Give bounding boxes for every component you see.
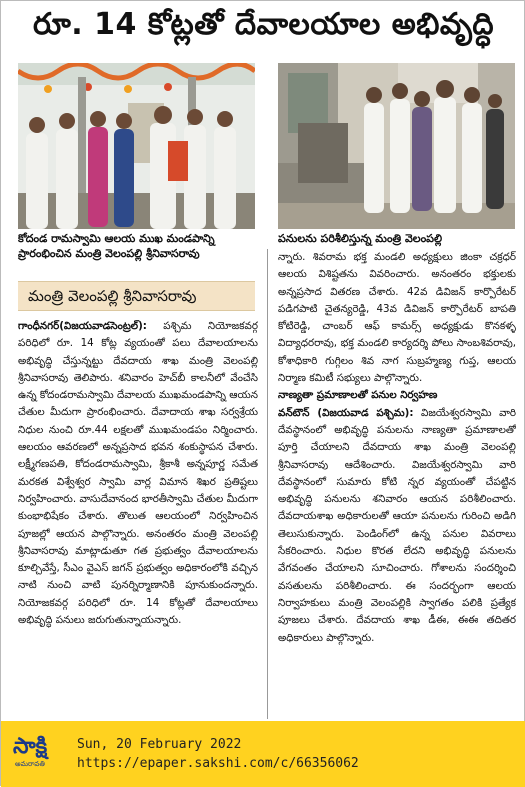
left-article-column [18,318,258,718]
right-dateline: వన్‌టౌన్ (విజయవాడ పశ్చిమ): [278,406,414,419]
byline: మంత్రి వెలంపల్లి శ్రీనివాసరావు [18,281,255,311]
logo-text: సాక్షి [13,734,48,759]
subheading: నాణ్యతా ప్రమాణాలతో పనుల నిర్వహణ [278,389,438,402]
headline: రూ. 14 కోట్లతో దేవాలయాల అభివృద్ధి [32,7,495,42]
column-divider [267,249,268,719]
left-article-body: పశ్చిమ నియోజకవర్గ పరిధిలో రూ. 14 కోట్ల వ్యయంతో పలు దేవాలయాలను అభివృద్ధి చేస్తున్నట్టు దేవదాయ శాఖ మంత్రి వెలంపల్లి శ్రీనివాసరావు తెలిపారు. శనివారం హెచ్‌బీ కాలనీలో వేంచేసి ఉన్న కోదండరామస్వామి దేవాలయ ముఖమండపాన్ని ఆయన చేతుల మీదుగా ప్రారంభించారు. దేవాదాయ శాఖ సర్వశ్రేయ నిధుల నుంచి రూ.44 లక్షలతో ముఖమండపం నిర్మించారు. ఆలయం ఆవరణలో అన్నప్రసాద భవన శంకుస్థాపన చేశారు. లక్ష్మీగణపతి, కోదండరామస్వామి, శ్రీకాశీ అన్నపూర్ణ సమేత మరకత విశ్వేశ్వర స్వామి వార్ల విమాన శిఖర ప్రతిష్టలు నిర్వహించారు. వాసుదేవానంద భారతీస్వామి చేతుల మీదుగా కుంభాభిషేకం చేశారు. తొలుత ఆలయంలో నిర్వహించిన పూజల్లో ఆయన పాల్గొన్నారు. అనంతరం మంత్రి వెలంపల్లి శ్రీనివాసరావు మాట్లాడుతూ గత ప్రభుత్వం దేవాలయాలను కూల్చివేస్తే, సీఎం వైఎస్ జగన్ ప్రభుత్వం అధికారంలోకి వచ్చిన నాటి నుంచి వాటి పునర్నిర్మాణానికి పూనుకుందన్నారు. నియోజకవర్గ పరిధిలో రూ. 14 కోట్లతో దేవాలయాలు అభివృద్ధి పనులు జరుగుతున్నాయన్నారు. [18,320,258,627]
left-dateline: గాంధీనగర్(విజయవాడసెంట్రల్): [18,320,147,332]
right-article-body: విజయేశ్వరస్వామి వారి దేవస్థానంలో అభివృద్ధి పనులను నాణ్యతా ప్రమాణాలతో పూర్తి చేయాలని దేవదాయ శాఖ మంత్రి వెలంపల్లి శ్రీనివాసరావు ఆదేశించారు. విజయేశ్వరస్వామి వారి దేవస్థానంలో సుమారు కోటి న్నర వ్యయంతో చేపట్టిన అభివృద్ధి పనులను శనివారం ఆయన పరిశీలించారు. దేవదాయశాఖ అధికారులతో ఆయా పనులను గురించి అడిగి తెలుసుకున్నారు. పెండింగ్‌లో ఉన్న పనుల వివరాలు సేకరించారు. నిధుల కొరత లేదని అభివృద్ధి పనులను వేగవంతం చేయాలని సూచించారు. గోశాలను సందర్శించి వసతులను పరిశీలించారు. ఈ సందర్భంగా ఆలయ నిర్వాహకులు మంత్రి వెలంపల్లికి స్వాగతం పలికి ప్రత్యేక పూజలు చేశారు. దేవదాయ శాఖ డీఈ, ఈఈ తదితర అధికారులు పాల్గొన్నారు. [278,406,516,644]
left-photo-caption: కోదండ రామస్వామి ఆలయ ముఖ మండపాన్ని ప్రారంభించిన మంత్రి వెలంపల్లి శ్రీనివాసరావు [18,232,215,260]
footer-info [77,735,359,773]
footer-bar [1,721,525,787]
minister-inspection-photo [278,63,515,229]
logo-edition: అమరావతి [15,760,45,768]
right-article-paragraph: న్నారు. శివరామ భక్త మండలి అధ్యక్షులు జింకా చక్రధర్ ఆలయ విశిష్టతను వివరించారు. అనంతరం భక్తులకు అన్నప్రసాద వితరణ చేశారు. 42వ డివిజన్ కార్పొరేటర్ పడిగపాటి చైతన్యరెడ్డి, 43వ డివిజన్ కార్పొరేటర్ బాపతి కోటిరెడ్డి, చాంబర్ ఆఫ్ కామర్స్ అధ్యక్షుడు కొనకళ్ళ విద్యాధరరావు, భక్త మండలి కార్యదర్శి పోలు సాంబశివరావు, కోశాధికారి గుగ్గిలం శివ నాగ సుబ్రహ్మణ్య గుప్త, ఆలయ నిర్మాణ కమిటీ సభ్యులు పాల్గొన్నారు. [278,251,516,385]
publication-date: Sun, 20 February 2022 [77,737,242,752]
sakshi-logo [13,735,67,775]
right-article-column [278,249,516,717]
temple-inauguration-photo [18,63,255,229]
epaper-url[interactable]: https://epaper.sakshi.com/c/66356062 [77,756,359,771]
right-photo-caption: పనులను పరిశీలిస్తున్న మంత్రి వెలంపల్లి [278,232,443,245]
